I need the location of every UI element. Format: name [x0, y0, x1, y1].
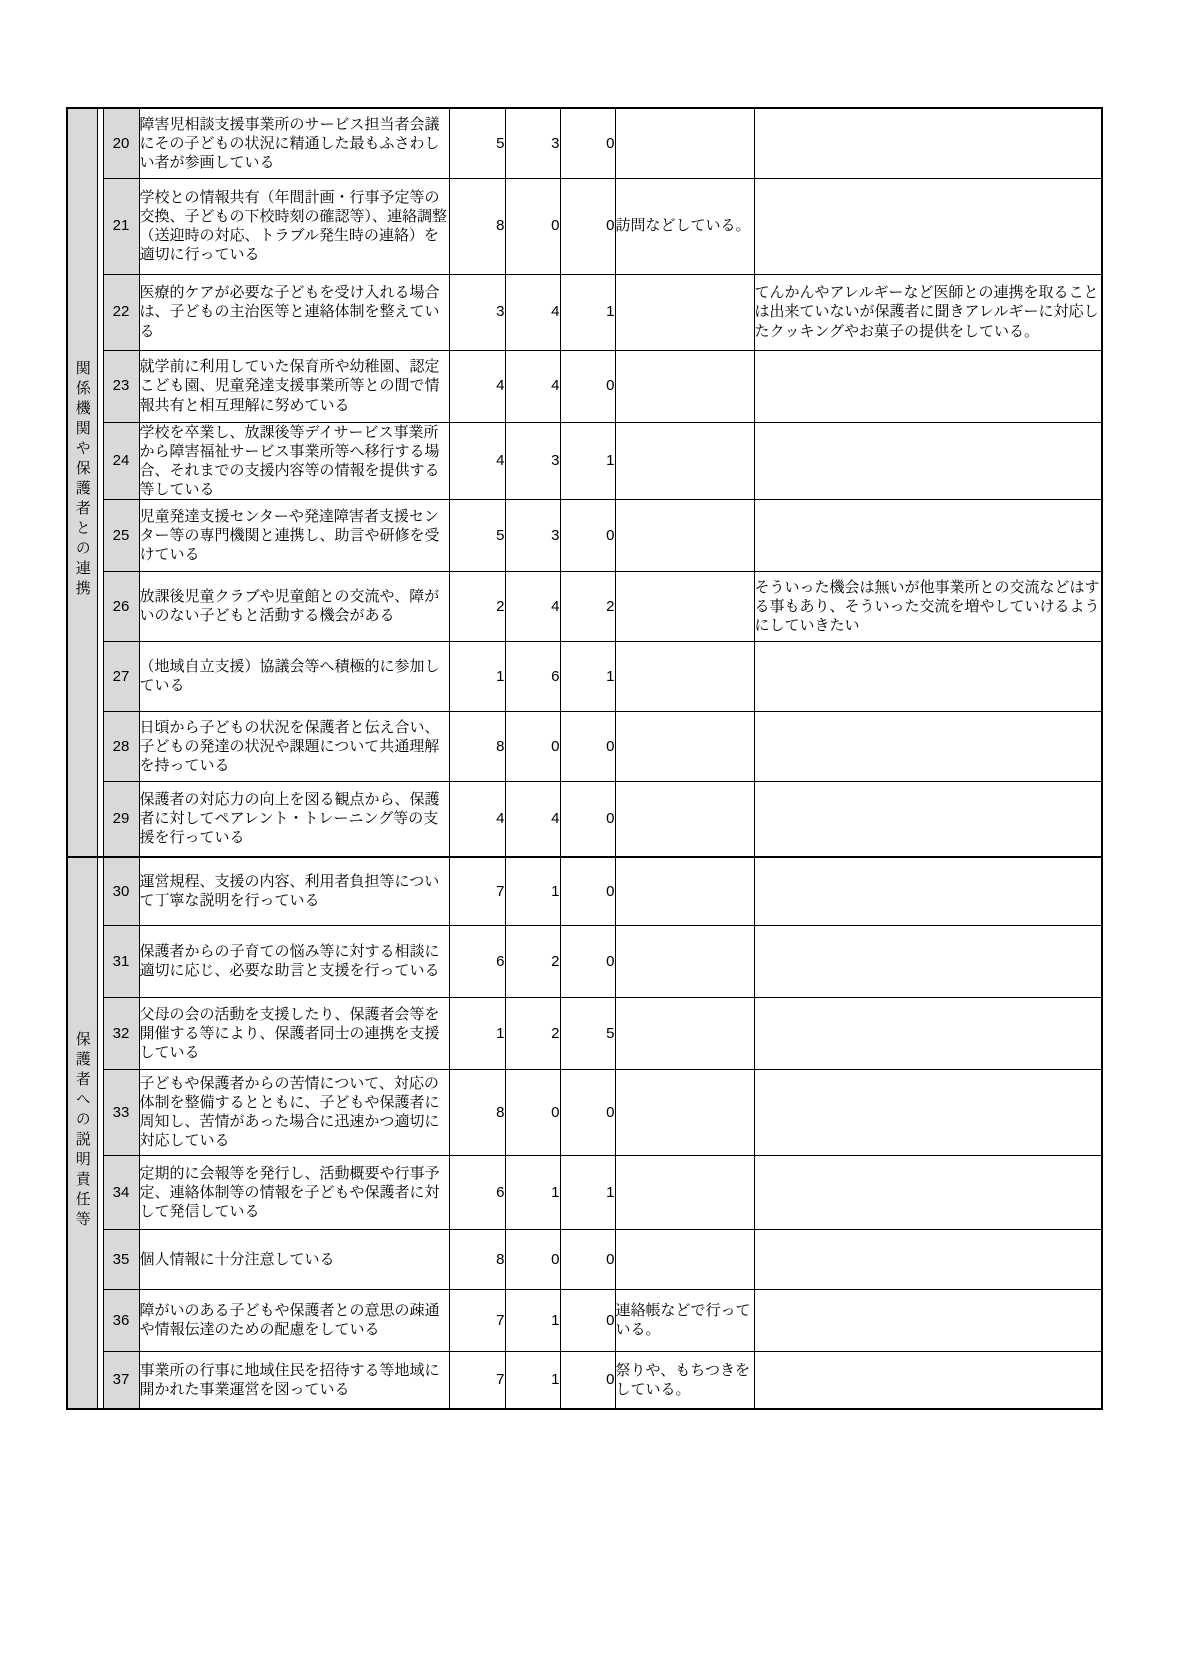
note-cell — [615, 274, 754, 350]
row-number: 31 — [103, 925, 139, 997]
count-col2: 4 — [505, 571, 560, 641]
count-col3: 0 — [560, 711, 615, 781]
question-text: 放課後児童クラブや児童館との交流や、障がいのない子どもと活動する機会がある — [139, 571, 449, 641]
comment-cell — [754, 1351, 1102, 1409]
comment-cell — [754, 925, 1102, 997]
count-col1: 4 — [449, 422, 505, 499]
row-number: 30 — [103, 857, 139, 925]
row-number: 25 — [103, 499, 139, 571]
row-number: 32 — [103, 997, 139, 1069]
count-col2: 0 — [505, 178, 560, 274]
count-col1: 4 — [449, 350, 505, 422]
count-col1: 6 — [449, 1155, 505, 1229]
table-row — [67, 108, 1102, 178]
table-row — [67, 1069, 1102, 1155]
note-cell — [615, 1069, 754, 1155]
count-col2: 0 — [505, 711, 560, 781]
count-col2: 2 — [505, 925, 560, 997]
category-label: 保護者への説明責任等 — [73, 1030, 91, 1231]
comment-cell — [754, 641, 1102, 711]
comment-cell — [754, 422, 1102, 499]
count-col1: 8 — [449, 178, 505, 274]
table-row — [67, 350, 1102, 422]
row-number: 35 — [103, 1229, 139, 1289]
count-col2: 4 — [505, 350, 560, 422]
count-col3: 1 — [560, 641, 615, 711]
question-text: 障がいのある子どもや保護者との意思の疎通や情報伝達のための配慮をしている — [139, 1289, 449, 1351]
table-row — [67, 274, 1102, 350]
count-col2: 0 — [505, 1229, 560, 1289]
count-col3: 1 — [560, 422, 615, 499]
count-col1: 7 — [449, 857, 505, 925]
table-row — [67, 571, 1102, 641]
count-col3: 0 — [560, 857, 615, 925]
count-col1: 8 — [449, 1069, 505, 1155]
document-sheet — [66, 107, 1103, 1410]
evaluation-table — [66, 107, 1103, 1410]
note-cell — [615, 422, 754, 499]
note-cell — [615, 857, 754, 925]
comment-cell: てんかんやアレルギーなど医師との連携を取ることは出来ていないが保護者に聞きアレルギーに対応したクッキングやお菓子の提供をしている。 — [754, 274, 1102, 350]
count-col1: 5 — [449, 499, 505, 571]
count-col3: 0 — [560, 178, 615, 274]
question-text: 日頃から子どもの状況を保護者と伝え合い、子どもの発達の状況や課題について共通理解を持っている — [139, 711, 449, 781]
note-cell — [615, 1155, 754, 1229]
table-row — [67, 641, 1102, 711]
question-text: 保護者からの子育ての悩み等に対する相談に適切に応じ、必要な助言と支援を行っている — [139, 925, 449, 997]
table-row — [67, 711, 1102, 781]
note-cell — [615, 711, 754, 781]
question-text: 保護者の対応力の向上を図る観点から、保護者に対してペアレント・トレーニング等の支援を行っている — [139, 781, 449, 857]
question-text: 定期的に会報等を発行し、活動概要や行事予定、連絡体制等の情報を子どもや保護者に対して発信している — [139, 1155, 449, 1229]
row-number: 37 — [103, 1351, 139, 1409]
note-cell — [615, 925, 754, 997]
count-col2: 1 — [505, 857, 560, 925]
count-col3: 0 — [560, 1351, 615, 1409]
note-cell: 連絡帳などで行っている。 — [615, 1289, 754, 1351]
count-col2: 1 — [505, 1351, 560, 1409]
count-col3: 0 — [560, 350, 615, 422]
comment-cell — [754, 857, 1102, 925]
row-number: 33 — [103, 1069, 139, 1155]
category-cell-setsumei — [67, 857, 97, 1409]
count-col2: 3 — [505, 499, 560, 571]
count-col3: 1 — [560, 274, 615, 350]
count-col3: 5 — [560, 997, 615, 1069]
row-number: 24 — [103, 422, 139, 499]
question-text: 児童発達支援センターや発達障害者支援センター等の専門機関と連携し、助言や研修を受けている — [139, 499, 449, 571]
row-number: 34 — [103, 1155, 139, 1229]
count-col2: 0 — [505, 1069, 560, 1155]
question-text: 子どもや保護者からの苦情について、対応の体制を整備するとともに、子どもや保護者に周知し、苦情があった場合に迅速かつ適切に対応している — [139, 1069, 449, 1155]
table-row — [67, 422, 1102, 499]
comment-cell: そういった機会は無いが他事業所との交流などはする事もあり、そういった交流を増やしていけるようにしていきたい — [754, 571, 1102, 641]
count-col2: 1 — [505, 1155, 560, 1229]
comment-cell — [754, 711, 1102, 781]
count-col2: 3 — [505, 108, 560, 178]
count-col2: 3 — [505, 422, 560, 499]
count-col2: 1 — [505, 1289, 560, 1351]
question-text: 学校を卒業し、放課後等デイサービス事業所から障害福祉サービス事業所等へ移行する場合、それまでの支援内容等の情報を提供する等している — [139, 422, 449, 499]
count-col1: 4 — [449, 781, 505, 857]
comment-cell — [754, 1155, 1102, 1229]
comment-cell — [754, 1229, 1102, 1289]
count-col3: 0 — [560, 108, 615, 178]
count-col3: 1 — [560, 1155, 615, 1229]
comment-cell — [754, 997, 1102, 1069]
question-text: 医療的ケアが必要な子どもを受け入れる場合は、子どもの主治医等と連絡体制を整えている — [139, 274, 449, 350]
note-cell — [615, 350, 754, 422]
table-row — [67, 178, 1102, 274]
note-cell: 祭りや、もちつきをしている。 — [615, 1351, 754, 1409]
table-row — [67, 925, 1102, 997]
table-row — [67, 781, 1102, 857]
note-cell — [615, 997, 754, 1069]
row-number: 22 — [103, 274, 139, 350]
note-cell — [615, 108, 754, 178]
note-cell — [615, 499, 754, 571]
count-col3: 0 — [560, 781, 615, 857]
count-col1: 2 — [449, 571, 505, 641]
count-col3: 2 — [560, 571, 615, 641]
count-col1: 8 — [449, 1229, 505, 1289]
question-text: 個人情報に十分注意している — [139, 1229, 449, 1289]
count-col3: 0 — [560, 925, 615, 997]
row-number: 29 — [103, 781, 139, 857]
count-col1: 6 — [449, 925, 505, 997]
row-number: 23 — [103, 350, 139, 422]
table-row — [67, 857, 1102, 925]
comment-cell — [754, 781, 1102, 857]
note-cell — [615, 571, 754, 641]
row-number: 26 — [103, 571, 139, 641]
question-text: 運営規程、支援の内容、利用者負担等について丁寧な説明を行っている — [139, 857, 449, 925]
count-col2: 4 — [505, 274, 560, 350]
table-row — [67, 1289, 1102, 1351]
question-text: 学校との情報共有（年間計画・行事予定等の交換、子どもの下校時刻の確認等）、連絡調整（送迎時の対応、トラブル発生時の連絡）を適切に行っている — [139, 178, 449, 274]
comment-cell — [754, 350, 1102, 422]
count-col1: 5 — [449, 108, 505, 178]
question-text: 父母の会の活動を支援したり、保護者会等を開催する等により、保護者同士の連携を支援している — [139, 997, 449, 1069]
count-col3: 0 — [560, 1289, 615, 1351]
question-text: 障害児相談支援事業所のサービス担当者会議にその子どもの状況に精通した最もふさわしい者が参画している — [139, 108, 449, 178]
count-col1: 1 — [449, 997, 505, 1069]
row-number: 28 — [103, 711, 139, 781]
count-col1: 3 — [449, 274, 505, 350]
comment-cell — [754, 1069, 1102, 1155]
note-cell — [615, 641, 754, 711]
comment-cell — [754, 108, 1102, 178]
count-col3: 0 — [560, 499, 615, 571]
question-text: （地域自立支援）協議会等へ積極的に参加している — [139, 641, 449, 711]
comment-cell — [754, 178, 1102, 274]
table-row — [67, 1351, 1102, 1409]
count-col1: 8 — [449, 711, 505, 781]
row-number: 20 — [103, 108, 139, 178]
count-col3: 0 — [560, 1229, 615, 1289]
count-col1: 7 — [449, 1351, 505, 1409]
count-col1: 1 — [449, 641, 505, 711]
note-cell — [615, 1229, 754, 1289]
question-text: 就学前に利用していた保育所や幼稚園、認定こども園、児童発達支援事業所等との間で情報共有と相互理解に努めている — [139, 350, 449, 422]
category-cell-renkei — [67, 108, 97, 857]
table-row — [67, 499, 1102, 571]
comment-cell — [754, 499, 1102, 571]
table-row — [67, 1155, 1102, 1229]
table-row — [67, 1229, 1102, 1289]
category-label: 関係機関や保護者との連携 — [73, 360, 91, 601]
question-text: 事業所の行事に地域住民を招待する等地域に開かれた事業運営を図っている — [139, 1351, 449, 1409]
count-col2: 4 — [505, 781, 560, 857]
count-col1: 7 — [449, 1289, 505, 1351]
count-col2: 2 — [505, 997, 560, 1069]
row-number: 36 — [103, 1289, 139, 1351]
row-number: 21 — [103, 178, 139, 274]
count-col2: 6 — [505, 641, 560, 711]
note-cell — [615, 781, 754, 857]
table-row — [67, 997, 1102, 1069]
comment-cell — [754, 1289, 1102, 1351]
note-cell: 訪問などしている。 — [615, 178, 754, 274]
row-number: 27 — [103, 641, 139, 711]
count-col3: 0 — [560, 1069, 615, 1155]
